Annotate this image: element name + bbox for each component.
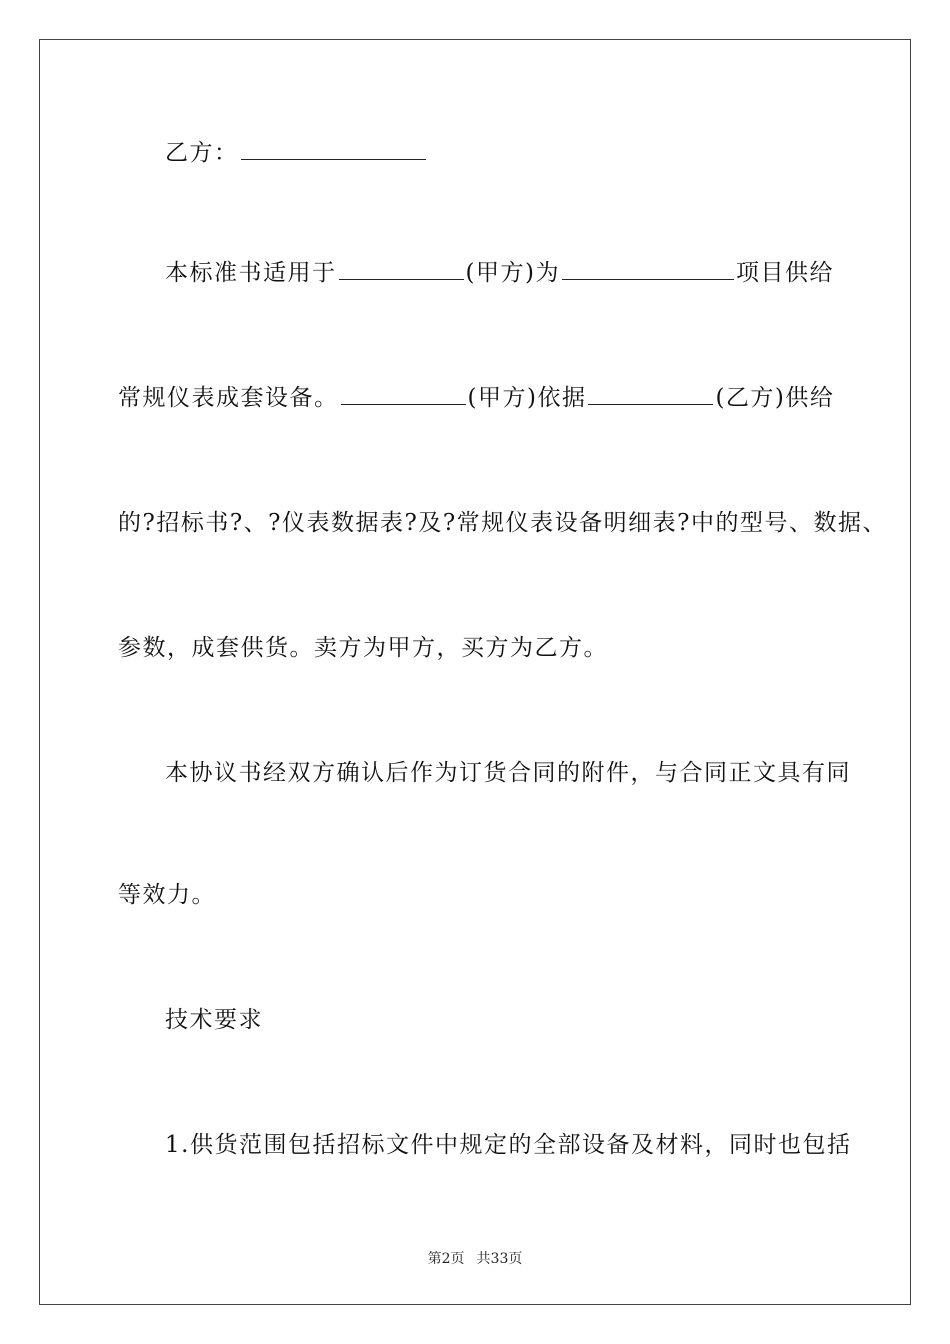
party-a-blank-2 <box>341 384 466 405</box>
party-b-line <box>165 138 428 168</box>
text-segment: (乙方)供给 <box>715 385 835 411</box>
section-heading: 技术要求 <box>165 1007 263 1033</box>
paragraph-1-line-2 <box>118 383 834 413</box>
page-border <box>39 39 911 1305</box>
party-b-label: 乙方： <box>165 140 239 166</box>
party-a-blank <box>339 259 464 280</box>
text-segment: 项目供给 <box>735 260 834 286</box>
text-segment: (甲方)依据 <box>467 385 587 411</box>
text-segment: 常规仪表成套设备。 <box>118 385 339 411</box>
item-1-line-1: 1.供货范围包括招标文件中规定的全部设备及材料，同时也包括 <box>165 1132 852 1158</box>
page-number-total: 共33页 <box>476 1251 523 1267</box>
paragraph-1-line-1 <box>165 258 834 288</box>
paragraph-2-line-2: 等效力。 <box>118 882 216 908</box>
page-number-current: 第2页 <box>427 1251 465 1267</box>
page-footer <box>0 1248 950 1268</box>
text-segment: 本标准书适用于 <box>165 260 337 286</box>
party-b-blank-2 <box>588 384 713 405</box>
party-b-blank <box>241 139 426 160</box>
project-blank <box>562 259 734 280</box>
paragraph-1-line-4: 参数，成套供货。卖方为甲方，买方为乙方。 <box>118 635 608 661</box>
paragraph-1-line-3: 的?招标书?、?仪表数据表?及?常规仪表设备明细表?中的型号、数据、 <box>118 510 887 536</box>
text-segment: (甲方)为 <box>465 260 560 286</box>
paragraph-2-line-1: 本协议书经双方确认后作为订货合同的附件，与合同正文具有同 <box>165 760 851 786</box>
